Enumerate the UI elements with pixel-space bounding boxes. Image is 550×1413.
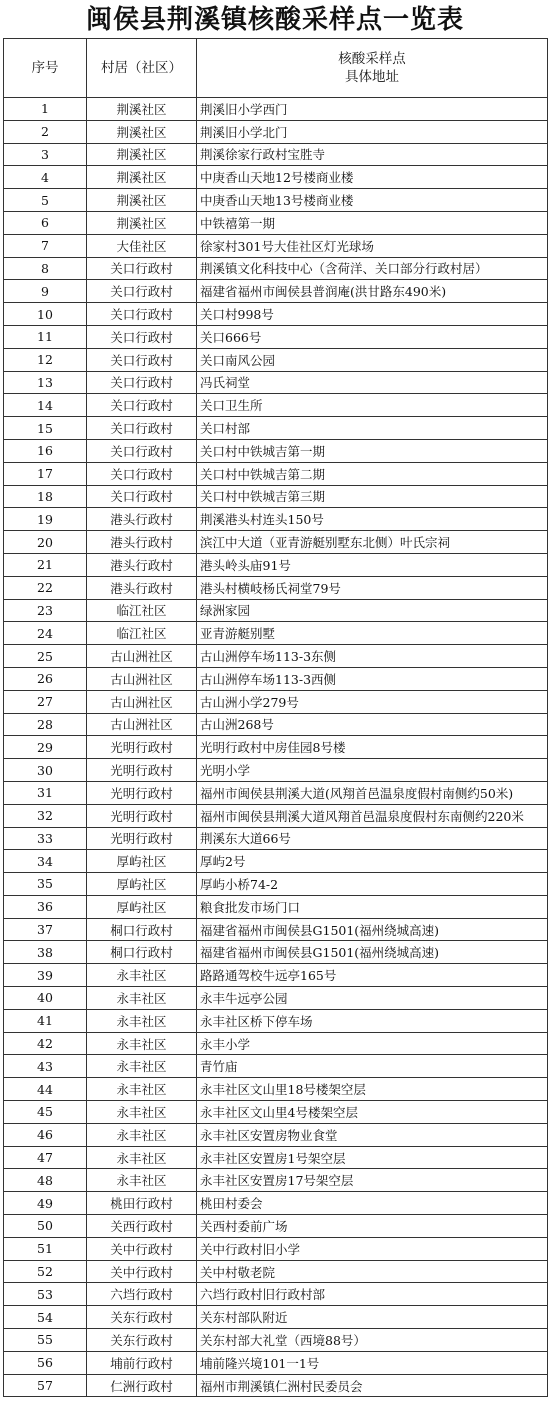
cell-address: 粮食批发市场门口 (197, 895, 548, 918)
cell-address: 冯氏祠堂 (197, 371, 548, 394)
header-village: 村居（社区） (87, 39, 197, 98)
cell-village: 关西行政村 (87, 1215, 197, 1238)
table-row (4, 667, 548, 690)
header-address-line2: 具体地址 (345, 69, 399, 85)
cell-address: 荆溪旧小学北门 (197, 120, 548, 143)
cell-village: 光明行政村 (87, 781, 197, 804)
cell-no: 47 (4, 1146, 87, 1169)
cell-no: 51 (4, 1237, 87, 1260)
cell-address: 滨江中大道（亚青游艇别墅东北侧）叶氏宗祠 (197, 531, 548, 554)
cell-no: 5 (4, 189, 87, 212)
cell-address: 永丰社区桥下停车场 (197, 1009, 548, 1032)
cell-village: 光明行政村 (87, 827, 197, 850)
table-row (4, 417, 548, 440)
cell-no: 19 (4, 508, 87, 531)
table-row (4, 439, 548, 462)
cell-village: 关东行政村 (87, 1329, 197, 1352)
table-row (4, 211, 548, 234)
table-row (4, 1146, 548, 1169)
cell-address: 古山洲小学279号 (197, 690, 548, 713)
cell-village: 桐口行政村 (87, 918, 197, 941)
cell-no: 52 (4, 1260, 87, 1283)
cell-village: 港头行政村 (87, 576, 197, 599)
cell-no: 11 (4, 325, 87, 348)
cell-no: 14 (4, 394, 87, 417)
cell-village: 永丰社区 (87, 964, 197, 987)
table-row (4, 736, 548, 759)
cell-no: 32 (4, 804, 87, 827)
cell-no: 3 (4, 143, 87, 166)
cell-address: 关口村中铁城吉第三期 (197, 485, 548, 508)
cell-address: 关东村部队附近 (197, 1306, 548, 1329)
cell-address: 关口卫生所 (197, 394, 548, 417)
cell-no: 9 (4, 280, 87, 303)
cell-village: 永丰社区 (87, 1146, 197, 1169)
cell-address: 绿洲家园 (197, 599, 548, 622)
cell-address: 六垱行政村旧行政村部 (197, 1283, 548, 1306)
table-row (4, 189, 548, 212)
table-row (4, 895, 548, 918)
cell-village: 关口行政村 (87, 371, 197, 394)
table-row (4, 531, 548, 554)
cell-village: 永丰社区 (87, 1169, 197, 1192)
table-row (4, 1215, 548, 1238)
cell-village: 永丰社区 (87, 1101, 197, 1124)
cell-address: 荆溪港头村连头150号 (197, 508, 548, 531)
cell-no: 6 (4, 211, 87, 234)
table-row (4, 1329, 548, 1352)
table-row (4, 850, 548, 873)
cell-no: 23 (4, 599, 87, 622)
cell-no: 48 (4, 1169, 87, 1192)
cell-village: 荆溪社区 (87, 166, 197, 189)
table-row (4, 713, 548, 736)
cell-address: 关西村委前广场 (197, 1215, 548, 1238)
cell-village: 关中行政村 (87, 1260, 197, 1283)
table-row (4, 1260, 548, 1283)
table-row (4, 508, 548, 531)
cell-village: 永丰社区 (87, 1009, 197, 1032)
cell-address: 福州市闽侯县荆溪大道风翔首邑温泉度假村东南侧约220米 (197, 804, 548, 827)
table-row (4, 1283, 548, 1306)
table-row (4, 759, 548, 782)
table-row (4, 827, 548, 850)
cell-no: 42 (4, 1032, 87, 1055)
cell-village: 厚屿社区 (87, 895, 197, 918)
cell-address: 中铁禧第一期 (197, 211, 548, 234)
cell-no: 56 (4, 1351, 87, 1374)
cell-address: 荆溪徐家行政村宝胜寺 (197, 143, 548, 166)
cell-address: 中庚香山天地12号楼商业楼 (197, 166, 548, 189)
cell-village: 关口行政村 (87, 485, 197, 508)
table-row (4, 371, 548, 394)
cell-village: 荆溪社区 (87, 211, 197, 234)
cell-no: 29 (4, 736, 87, 759)
cell-address: 埔前隆兴境101一1号 (197, 1351, 548, 1374)
cell-address: 永丰社区安置房物业食堂 (197, 1123, 548, 1146)
cell-address: 关口村部 (197, 417, 548, 440)
cell-address: 福州市荆溪镇仁洲村民委员会 (197, 1374, 548, 1397)
table-row (4, 394, 548, 417)
cell-address: 古山洲停车场113-3东侧 (197, 645, 548, 668)
cell-address: 关口村998号 (197, 303, 548, 326)
cell-no: 31 (4, 781, 87, 804)
cell-village: 荆溪社区 (87, 189, 197, 212)
table-row (4, 1101, 548, 1124)
cell-address: 古山洲停车场113-3西侧 (197, 667, 548, 690)
cell-address: 福州市闽侯县荆溪大道(风翔首邑温泉度假村南侧约50米) (197, 781, 548, 804)
cell-no: 50 (4, 1215, 87, 1238)
table-row (4, 98, 548, 121)
page-title: 闽侯县荆溪镇核酸采样点一览表 (85, 5, 464, 35)
table-row (4, 1078, 548, 1101)
cell-village: 关口行政村 (87, 439, 197, 462)
cell-address: 古山洲268号 (197, 713, 548, 736)
cell-no: 39 (4, 964, 87, 987)
cell-no: 25 (4, 645, 87, 668)
table-row (4, 804, 548, 827)
cell-no: 35 (4, 873, 87, 896)
cell-no: 36 (4, 895, 87, 918)
table-row (4, 1351, 548, 1374)
cell-no: 43 (4, 1055, 87, 1078)
cell-address: 永丰社区安置房1号架空层 (197, 1146, 548, 1169)
cell-address: 关东村部大礼堂（西境88号） (197, 1329, 548, 1352)
cell-village: 荆溪社区 (87, 143, 197, 166)
cell-no: 33 (4, 827, 87, 850)
table-row (4, 143, 548, 166)
cell-no: 28 (4, 713, 87, 736)
table-row (4, 462, 548, 485)
cell-address: 福建省福州市闽侯县G1501(福州绕城高速) (197, 941, 548, 964)
cell-address: 厚屿小桥74-2 (197, 873, 548, 896)
table-row (4, 781, 548, 804)
cell-address: 桃田村委会 (197, 1192, 548, 1215)
table-row (4, 964, 548, 987)
cell-village: 关口行政村 (87, 257, 197, 280)
cell-village: 大佳社区 (87, 234, 197, 257)
cell-no: 8 (4, 257, 87, 280)
cell-address: 关口南风公园 (197, 348, 548, 371)
cell-no: 15 (4, 417, 87, 440)
cell-village: 古山洲社区 (87, 667, 197, 690)
cell-no: 12 (4, 348, 87, 371)
cell-address: 徐家村301号大佳社区灯光球场 (197, 234, 548, 257)
cell-no: 10 (4, 303, 87, 326)
table-row (4, 599, 548, 622)
cell-address: 青竹庙 (197, 1055, 548, 1078)
cell-address: 光明小学 (197, 759, 548, 782)
cell-village: 关口行政村 (87, 303, 197, 326)
cell-address: 永丰牛远亭公园 (197, 987, 548, 1010)
cell-no: 13 (4, 371, 87, 394)
cell-address: 关口村中铁城吉第一期 (197, 439, 548, 462)
table-row (4, 622, 548, 645)
cell-address: 永丰社区文山里4号楼架空层 (197, 1101, 548, 1124)
table-row (4, 941, 548, 964)
cell-no: 18 (4, 485, 87, 508)
table-row (4, 576, 548, 599)
cell-no: 24 (4, 622, 87, 645)
cell-address: 亚青游艇别墅 (197, 622, 548, 645)
cell-address: 关中行政村旧小学 (197, 1237, 548, 1260)
cell-no: 21 (4, 553, 87, 576)
cell-village: 永丰社区 (87, 1055, 197, 1078)
cell-no: 41 (4, 1009, 87, 1032)
cell-address: 荆溪旧小学西门 (197, 98, 548, 121)
cell-village: 桃田行政村 (87, 1192, 197, 1215)
cell-village: 荆溪社区 (87, 120, 197, 143)
cell-village: 港头行政村 (87, 508, 197, 531)
cell-village: 厚屿社区 (87, 873, 197, 896)
cell-no: 37 (4, 918, 87, 941)
cell-village: 临江社区 (87, 622, 197, 645)
table-row (4, 257, 548, 280)
table-row (4, 166, 548, 189)
cell-address: 荆溪东大道66号 (197, 827, 548, 850)
cell-no: 49 (4, 1192, 87, 1215)
cell-village: 古山洲社区 (87, 690, 197, 713)
cell-village: 古山洲社区 (87, 645, 197, 668)
cell-village: 永丰社区 (87, 1032, 197, 1055)
cell-address: 永丰社区文山里18号楼架空层 (197, 1078, 548, 1101)
cell-address: 关中村敬老院 (197, 1260, 548, 1283)
cell-village: 光明行政村 (87, 736, 197, 759)
cell-no: 46 (4, 1123, 87, 1146)
cell-no: 22 (4, 576, 87, 599)
cell-address: 荆溪镇文化科技中心（含荷洋、关口部分行政村居） (197, 257, 548, 280)
table-row (4, 485, 548, 508)
table-row (4, 1055, 548, 1078)
cell-village: 关口行政村 (87, 348, 197, 371)
cell-village: 古山洲社区 (87, 713, 197, 736)
table-row (4, 325, 548, 348)
cell-no: 20 (4, 531, 87, 554)
cell-no: 55 (4, 1329, 87, 1352)
table-row (4, 645, 548, 668)
cell-village: 港头行政村 (87, 553, 197, 576)
cell-address: 永丰小学 (197, 1032, 548, 1055)
table-row (4, 280, 548, 303)
cell-no: 1 (4, 98, 87, 121)
cell-address: 厚屿2号 (197, 850, 548, 873)
table-row (4, 1032, 548, 1055)
cell-no: 34 (4, 850, 87, 873)
cell-no: 53 (4, 1283, 87, 1306)
cell-village: 临江社区 (87, 599, 197, 622)
table-row (4, 690, 548, 713)
header-no: 序号 (4, 39, 87, 98)
table-body (4, 98, 548, 1397)
table-row (4, 553, 548, 576)
cell-address: 港头岭头庙91号 (197, 553, 548, 576)
table-row (4, 1237, 548, 1260)
table-row (4, 1169, 548, 1192)
table-row (4, 918, 548, 941)
cell-no: 40 (4, 987, 87, 1010)
cell-village: 光明行政村 (87, 804, 197, 827)
cell-village: 关东行政村 (87, 1306, 197, 1329)
table-row (4, 1009, 548, 1032)
table-row (4, 303, 548, 326)
cell-village: 港头行政村 (87, 531, 197, 554)
cell-village: 关口行政村 (87, 417, 197, 440)
cell-no: 54 (4, 1306, 87, 1329)
cell-no: 7 (4, 234, 87, 257)
cell-no: 2 (4, 120, 87, 143)
table-row (4, 348, 548, 371)
header-address (197, 39, 548, 98)
cell-address: 福建省福州市闽侯县普润庵(洪甘路东490米) (197, 280, 548, 303)
cell-address: 永丰社区安置房17号架空层 (197, 1169, 548, 1192)
cell-no: 26 (4, 667, 87, 690)
cell-village: 桐口行政村 (87, 941, 197, 964)
cell-address: 港头村横岐杨氏祠堂79号 (197, 576, 548, 599)
cell-village: 关口行政村 (87, 462, 197, 485)
cell-village: 六垱行政村 (87, 1283, 197, 1306)
table-row (4, 987, 548, 1010)
cell-no: 30 (4, 759, 87, 782)
cell-village: 仁洲行政村 (87, 1374, 197, 1397)
cell-village: 厚屿社区 (87, 850, 197, 873)
cell-address: 福建省福州市闽侯县G1501(福州绕城高速) (197, 918, 548, 941)
cell-address: 中庚香山天地13号楼商业楼 (197, 189, 548, 212)
cell-village: 永丰社区 (87, 1123, 197, 1146)
cell-village: 关口行政村 (87, 394, 197, 417)
cell-village: 关中行政村 (87, 1237, 197, 1260)
header-address-line1: 核酸采样点 (338, 51, 406, 67)
cell-no: 44 (4, 1078, 87, 1101)
cell-no: 57 (4, 1374, 87, 1397)
table-row (4, 1306, 548, 1329)
table-row (4, 234, 548, 257)
cell-no: 4 (4, 166, 87, 189)
cell-village: 永丰社区 (87, 987, 197, 1010)
cell-no: 27 (4, 690, 87, 713)
cell-village: 荆溪社区 (87, 98, 197, 121)
cell-village: 关口行政村 (87, 325, 197, 348)
cell-village: 埔前行政村 (87, 1351, 197, 1374)
cell-village: 光明行政村 (87, 759, 197, 782)
cell-village: 关口行政村 (87, 280, 197, 303)
sampling-sites-table (3, 38, 548, 1397)
cell-address: 关口村中铁城吉第二期 (197, 462, 548, 485)
table-header (4, 39, 548, 98)
table-row (4, 120, 548, 143)
header-row (4, 39, 548, 98)
table-row (4, 873, 548, 896)
cell-address: 光明行政村中房佳园8号楼 (197, 736, 548, 759)
cell-village: 永丰社区 (87, 1078, 197, 1101)
cell-address: 关口666号 (197, 325, 548, 348)
cell-no: 16 (4, 439, 87, 462)
cell-address: 路路通驾校牛远亭165号 (197, 964, 548, 987)
table-row (4, 1123, 548, 1146)
cell-no: 38 (4, 941, 87, 964)
table-row (4, 1374, 548, 1397)
cell-no: 45 (4, 1101, 87, 1124)
cell-no: 17 (4, 462, 87, 485)
table-row (4, 1192, 548, 1215)
